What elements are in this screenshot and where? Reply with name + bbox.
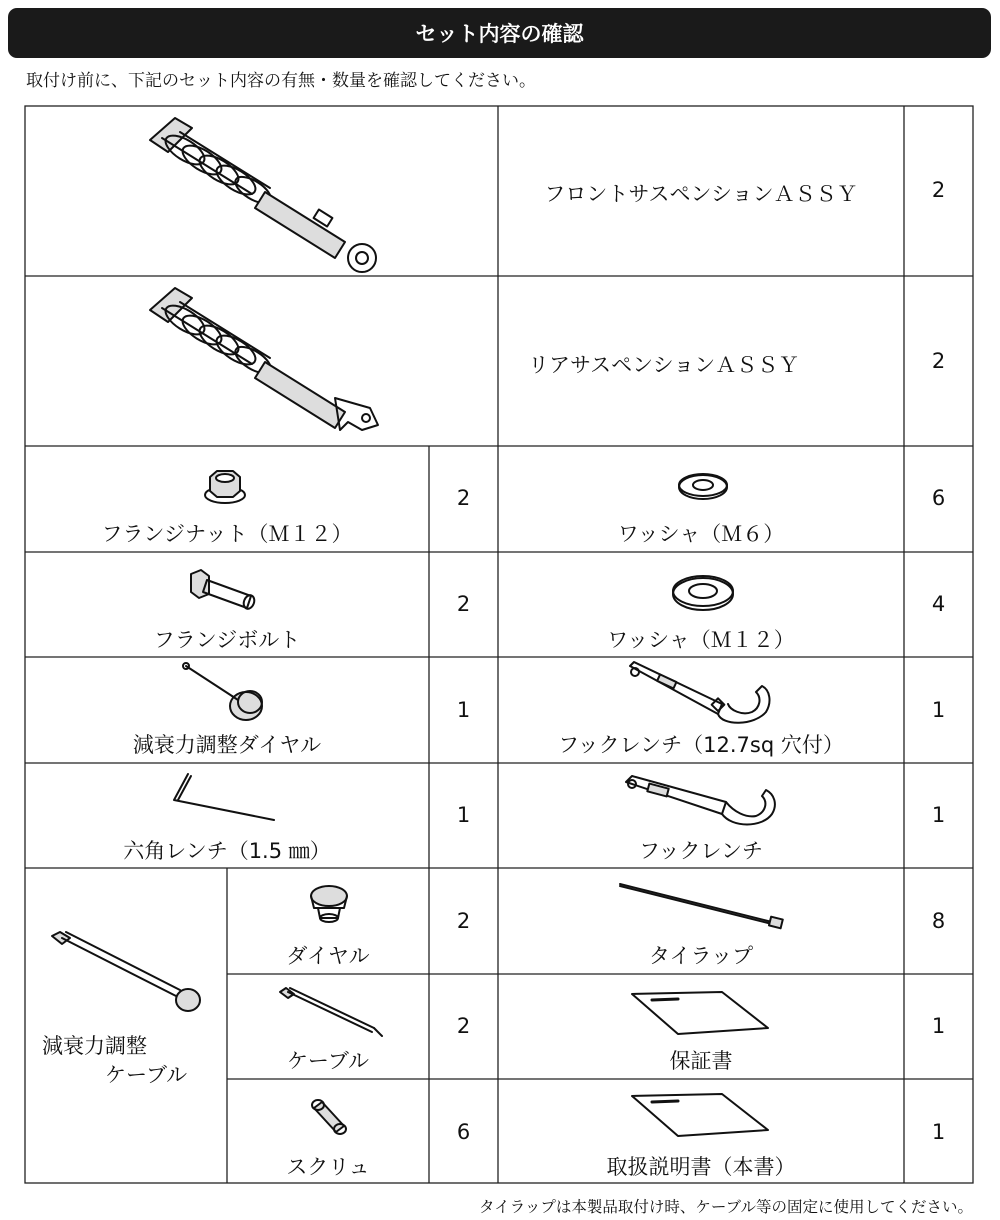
item-name: ワッシャ（Ｍ６） — [617, 522, 785, 546]
item-name: フランジボルト — [153, 628, 301, 652]
screw-icon — [306, 1098, 352, 1142]
item-qty: 6 — [456, 1120, 471, 1144]
cable-icon — [276, 982, 386, 1044]
hook-wrench-icon — [622, 772, 780, 830]
tie-wrap-icon — [616, 880, 788, 934]
item-qty: 2 — [456, 909, 471, 933]
cable-group-line2: ケーブル — [105, 1063, 188, 1087]
item-qty: 6 — [931, 486, 946, 510]
item-name: ワッシャ（Ｍ１２） — [607, 628, 795, 652]
item-qty: 4 — [931, 592, 946, 616]
item-qty: 2 — [456, 592, 471, 616]
item-qty: 1 — [931, 803, 946, 827]
front-suspension-icon — [130, 110, 390, 274]
item-name: 六角レンチ（1.5 ㎜） — [123, 839, 331, 863]
item-qty: 2 — [456, 486, 471, 510]
item-name: ケーブル — [286, 1049, 370, 1073]
flange-bolt-icon — [185, 566, 261, 612]
item-qty: 1 — [456, 803, 471, 827]
item-name: フックレンチ（12.7sq 穴付） — [558, 733, 844, 757]
damping-cable-icon — [46, 928, 206, 1014]
flange-nut-icon — [200, 463, 250, 507]
footnote: タイラップは本製品取付け時、ケーブル等の固定に使用してください。 — [479, 1198, 973, 1216]
item-qty: 2 — [456, 1014, 471, 1038]
item-qty: 1 — [931, 1120, 946, 1144]
dial-icon — [306, 882, 352, 926]
item-name: フランジナット（Ｍ１２） — [101, 522, 353, 546]
intro-text: 取付け前に、下記のセット内容の有無・数量を確認してください。 — [26, 71, 536, 91]
section-title: セット内容の確認 — [415, 22, 584, 46]
item-name: 減衰力調整ダイヤル — [132, 733, 322, 757]
hook-wrench-hole-icon — [622, 660, 778, 728]
item-qty: 1 — [931, 698, 946, 722]
hex-wrench-icon — [170, 770, 280, 826]
item-name: タイラップ — [648, 944, 754, 968]
item-name: 取扱説明書（本書） — [606, 1155, 796, 1179]
damping-dial-icon — [180, 660, 276, 724]
item-name: フックレンチ — [638, 839, 763, 863]
item-qty: 1 — [931, 1014, 946, 1038]
manual-icon — [628, 1090, 772, 1142]
item-qty: 8 — [931, 909, 946, 933]
item-name: リアサスペンションＡＳＳＹ — [528, 353, 800, 377]
item-name: スクリュ — [286, 1155, 370, 1179]
cable-group-line1: 減衰力調整 — [42, 1034, 147, 1058]
warranty-card-icon — [628, 988, 772, 1040]
item-name: ダイヤル — [286, 944, 370, 968]
item-name: フロントサスペンションＡＳＳＹ — [544, 182, 858, 206]
item-name: 保証書 — [669, 1049, 733, 1073]
item-qty: 2 — [931, 178, 946, 202]
washer-m12-icon — [670, 570, 736, 614]
item-qty: 1 — [456, 698, 471, 722]
rear-suspension-icon — [130, 280, 390, 444]
washer-m6-icon — [676, 470, 730, 504]
item-qty: 2 — [931, 349, 946, 373]
